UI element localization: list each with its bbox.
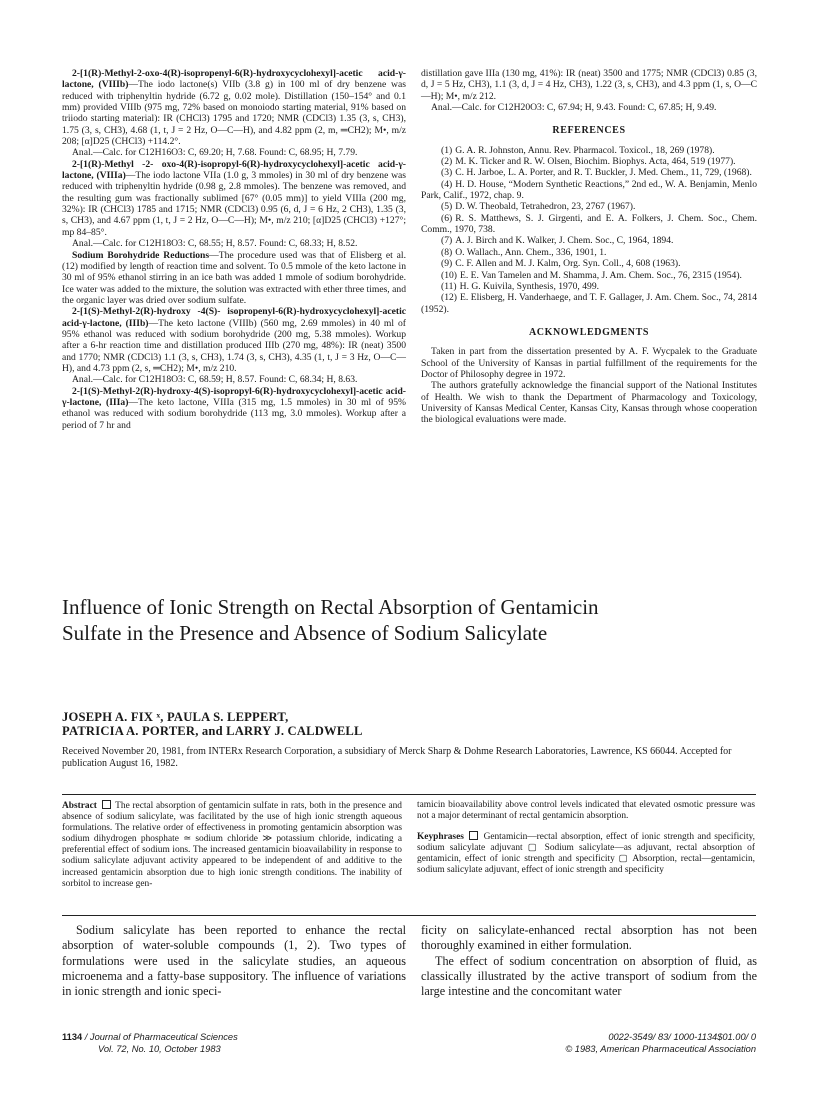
- reference-item: [421, 179, 757, 202]
- reference-text: C. H. Jarboe, L. A. Porter, and R. T. Buckler, J. Med. Chem., 11, 729, (1968).: [455, 167, 752, 179]
- reference-number: (12): [441, 292, 457, 304]
- square-bullet-icon: [469, 831, 478, 840]
- received-note: Received November 20, 1981, from INTERx Research Corporation, a subsidiary of Merck Sharp & Dohme Research Laboratories, Lawrence, KS 66044. Accepted for publication August 16, 1982.: [62, 746, 732, 769]
- reference-number: (11): [441, 280, 457, 292]
- reference-item: [421, 270, 757, 281]
- keyphrases-text: Gentamicin—rectal absorption, effect of ionic strength and specificity, sodium salicylate adjuvant ▢ Sodium salicylate—as adjuvant, rectal absorption of gentamicin, effect of ionic strength and specificity ▢ Absorption, rectal—gentamicin, sodium salicylate adjuvant, effect of ionic strength and specificity: [417, 832, 756, 876]
- reference-item: [421, 145, 757, 156]
- reference-text: H. D. House, “Modern Synthetic Reactions,” 2nd ed., W. A. Benjamin, Menlo Park, Calif., 1972, chap. 9.: [421, 178, 757, 202]
- reference-text: H. G. Kuivila, Synthesis, 1970, 499.: [459, 280, 600, 292]
- section-heading: Sodium Borohydride Reductions: [72, 249, 210, 261]
- body-right-column: [421, 923, 757, 999]
- reference-item: [421, 235, 757, 246]
- volume-info: Vol. 72, No. 10, October 1983: [98, 1044, 221, 1054]
- compound-heading: 2-[1(S)-Methyl-2(R)-hydroxy -4(S)- isopropenyl-6(R)-hydroxycyclohexyl]-acetic acid-γ-lactone, (IIIb): [62, 306, 406, 329]
- reference-number: (1): [441, 144, 453, 156]
- body-paragraph: The effect of sodium concentration on absorption of fluid, as classically illustrated by the active transport of sodium from the large intestine and the concomitant water: [421, 953, 757, 999]
- article-title: Influence of Ionic Strength on Rectal Absorption of Gentamicin Sulfate in the Presence and Absence of Sodium Salicylate: [62, 595, 599, 645]
- paragraph-borohydride: [62, 250, 406, 307]
- experimental-right-column: [421, 68, 757, 426]
- reference-number: (7): [441, 235, 453, 247]
- reference-text: O. Wallach., Ann. Chem., 336, 1901, 1.: [455, 246, 607, 258]
- square-bullet-icon: [102, 800, 111, 809]
- reference-item: [421, 201, 757, 212]
- abstract-label: Abstract: [62, 801, 97, 811]
- reference-number: (6): [441, 212, 453, 224]
- reference-number: (10): [441, 269, 457, 281]
- reference-number: (3): [441, 167, 453, 179]
- paragraph-viiia: [62, 159, 406, 238]
- acknowledgment-paragraph: The authors gratefully acknowledge the financial support of the National Institutes of Health. We wish to thank the Department of Pharmacology and Toxicology, University of Kansas Medical Center, Kansas City, Kansas through whose cooperation the biological evaluations were made.: [421, 380, 757, 426]
- reference-text: G. A. R. Johnston, Annu. Rev. Pharmacol. Toxicol., 18, 269 (1978).: [455, 144, 715, 156]
- reference-item: [421, 156, 757, 167]
- author-line: JOSEPH A. FIX ˣ, PAULA S. LEPPERT,: [62, 710, 289, 724]
- paragraph-text: —The procedure used was that of Elisberg et al. (12) modified by length of reaction time and solvent. To 0.5 mmole of the keto lactone in 30 ml of 95% ethanol stirring in an ice bath was added 1 mmole of sodium borohydride. Ice water was added to the mixture, the solution was extracted with ether three times, and the organic layer was dried over sodium sulfate.: [62, 249, 406, 306]
- article-code: 0022-3549/ 83/ 1000-1134$01.00/ 0: [608, 1032, 756, 1042]
- body-left-column: [62, 923, 406, 999]
- paragraph-iiia-cont: distillation gave IIIa (130 mg, 41%): IR (neat) 3500 and 1775; NMR (CDCl3) 0.85 (3, d, J = 5 Hz, CH3), 1.1 (3, d, J = 4 Hz, CH3), 1.22 (3, s, CH3), and 4.3 ppm (1, s, O—C—H); M•, m/z 212.: [421, 68, 757, 102]
- reference-text: E. Elisberg, H. Vanderhaege, and T. F. Gallager, J. Am. Chem. Soc., 74, 2814 (1952).: [421, 292, 757, 315]
- paragraph-viiib: [62, 68, 406, 147]
- reference-item: [421, 292, 757, 315]
- paragraph-iiib: [62, 306, 406, 374]
- references-heading: REFERENCES: [552, 125, 626, 137]
- reference-item: [421, 247, 757, 258]
- reference-text: R. S. Matthews, S. J. Girgenti, and E. A. Folkers, J. Chem. Soc., Chem. Comm., 1970, 738.: [421, 212, 757, 236]
- page-number: 1134: [62, 1032, 83, 1042]
- paragraph-text: —The keto lactone (VIIIb) (560 mg, 2.69 mmoles) in 40 ml of 95% ethanol was reduced with sodium borohydride (200 mg, 5.38 mmoles). Workup after a 6-hr reaction time and distillation produced IIIb (270 mg, 48%): IR (neat) 3500 and 1770; NMR (CDCl3) 1.1 (3, s, CH3), 1.74 (3, s, CH3), 4.35 (1, t, J = 3 Hz, O—C—H), and 4.73 ppm (2, s, ═CH2); M•, m/z 210.: [62, 317, 406, 374]
- body-paragraph: ficity on salicylate-enhanced rectal absorption has not been thoroughly examined in either formulation.: [421, 923, 757, 953]
- reference-item: [421, 258, 757, 269]
- reference-item: [421, 167, 757, 178]
- abstract-text-cont: tamicin bioavailability above control levels indicated that elevated osmotic pressure was not a major determinant of rectal gentamicin absorption.: [417, 800, 755, 822]
- abstract-text: The rectal absorption of gentamicin sulfate in rats, both in the presence and absence of sodium salicylate, was facilitated by the use of high ionic strength aqueous formulations. The relative order of effectiveness in promoting gentamicin absorption was sodium dihydrogen phosphate ≃ sodium chloride ≫ potassium chloride, indicating a preferential effect of sodium ions. The increased gentamicin bioavailability in response to sodium salicylate adjuvant activity appeared to be independent of and additive to the increased gentamicin absorption due to high ionic strength conditions. The inability of sorbitol to increase gen-: [62, 801, 402, 889]
- reference-text: A. J. Birch and K. Walker, J. Chem. Soc., C, 1964, 1894.: [455, 235, 674, 247]
- reference-number: (4): [441, 178, 453, 190]
- reference-list: [421, 145, 757, 315]
- acknowledgment-paragraph: Taken in part from the dissertation presented by A. F. Wycpalek to the Graduate School of the University of Kansas in partial fulfillment of the requirements for the Doctor of Philosophy degree in 1972.: [421, 346, 757, 380]
- journal-name: / Journal of Pharmaceutical Sciences: [84, 1032, 238, 1042]
- analysis-iiib: Anal.—Calc. for C12H18O3: C, 68.59; H, 8.57. Found: C, 68.34; H, 8.63.: [72, 374, 358, 386]
- reference-text: M. K. Ticker and R. W. Olsen, Biochim. Biophys. Acta, 464, 519 (1977).: [455, 156, 736, 168]
- reference-number: (2): [441, 156, 453, 168]
- reference-text: C. F. Allen and M. J. Kalm, Org. Syn. Coll., 4, 608 (1963).: [455, 258, 681, 270]
- paragraph-text: —The iodo lactone(s) VIIb (3.8 g) in 100 ml of dry benzene was reduced with triphenyltin hydride (6.72 g, 0.02 mole). Distillation (150–154° and 0.1 mm) provided VIIIb (975 mg, 72% based on monoiodo starting material, 91% based on triiodo starting material): IR (CHCl3) 1795 and 1720; NMR (CDCl3) 1.35 (3, s, CH3), 1.75 (3, s, CH3), 4.68 (1, t, J = 2 Hz, O—C—H), and 4.82 ppm (2, m, ═CH2); M•, m/z 208; [α]D25 (CHCl3) +114.2°.: [62, 79, 406, 148]
- analysis-viiib: Anal.—Calc. for C12H16O3: C, 69.20; H, 7.68. Found: C, 68.95; H, 7.79.: [72, 147, 358, 159]
- compound-heading: 2-[1(R)-Methyl -2- oxo-4(R)-isopropyl-6(R)-hydroxycyclohexyl]-acetic acid-γ-lactone, (VIIIa): [62, 158, 406, 182]
- author-line: PATRICIA A. PORTER, and LARRY J. CALDWELL: [62, 724, 363, 738]
- footer-journal-line: [62, 1031, 402, 1043]
- abstract-right-column: [417, 800, 755, 877]
- compound-heading: 2-[1(S)-Methyl-2(R)-hydroxy-4(S)-isopropyl-6(R)-hydroxycyclohexyl]-acetic acid-γ-lactone, (IIIa): [62, 385, 406, 408]
- reference-item: [421, 213, 757, 236]
- author-list: [62, 710, 662, 738]
- footer-right: [480, 1031, 756, 1055]
- keyphrases-block: [417, 831, 755, 876]
- reference-number: (5): [441, 201, 453, 213]
- body-paragraph: Sodium salicylate has been reported to enhance the rectal absorption of water-soluble compounds (1, 2). Two types of formulations were used in the salicylate studies, an aqueous microenema and a fatty-base suppository. The influence of variations in ionic strength and ionic speci-: [62, 923, 406, 999]
- reference-number: (8): [441, 246, 453, 258]
- keyphrases-label: Keyphrases: [417, 832, 464, 843]
- reference-item: [421, 281, 757, 292]
- analysis-viiia: Anal.—Calc. for C12H18O3: C, 68.55; H, 8.57. Found: C, 68.33; H, 8.52.: [72, 238, 358, 250]
- paragraph-text: —The iodo lactone VIIa (1.0 g, 3 mmoles) in 30 ml of dry benzene was reduced with triphenyltin hydride (0.98 g, 2.8 mmoles). The benzene was removed, and the resulting gum was fractionally sublimed [67° (0.05 mm)] to yield VIIIa (200 mg, 32%): IR (CHCl3) 1785 and 1715; NMR (CDCl3) 0.95 (6, d, J = 6 Hz, 2 CH3), 1.35 (3, s, CH3), and 4.67 ppm (1, t, J = 2 Hz, O—C—H); M•, m/z 210; [α]D25 (CHCl3) +127°; mp 84–85°.: [62, 170, 407, 238]
- reference-text: E. E. Van Tamelen and M. Shamma, J. Am. Chem. Soc., 76, 2315 (1954).: [459, 269, 742, 281]
- paragraph-text: —The keto lactone, VIIIa (315 mg, 1.5 mmoles) in 30 ml of 95% ethanol was reduced with sodium borohydride (113 mg, 3.0 mmoles). Workup after a period of 7 hr and: [62, 396, 406, 431]
- analysis-iiia: Anal.—Calc. for C12H20O3: C, 67.94; H, 9.43. Found: C, 67.85; H, 9.49.: [431, 102, 717, 114]
- reference-number: (9): [441, 258, 453, 270]
- compound-heading: 2-[1(R)-Methyl-2-oxo-4(R)-isopropenyl-6(R)-hydroxycyclohexyl]-acetic acid-γ-lactone, (VIIIb): [62, 68, 406, 91]
- acknowledgments-heading: ACKNOWLEDGMENTS: [528, 326, 650, 338]
- footer-left: [62, 1031, 402, 1055]
- copyright-notice: © 1983, American Pharmaceutical Association: [565, 1044, 756, 1054]
- reference-text: D. W. Theobald, Tetrahedron, 23, 2767 (1967).: [455, 201, 636, 213]
- experimental-left-column: [62, 68, 406, 431]
- abstract-box: [62, 794, 756, 916]
- abstract-left-column: [62, 800, 402, 890]
- paragraph-iiia: [62, 386, 406, 431]
